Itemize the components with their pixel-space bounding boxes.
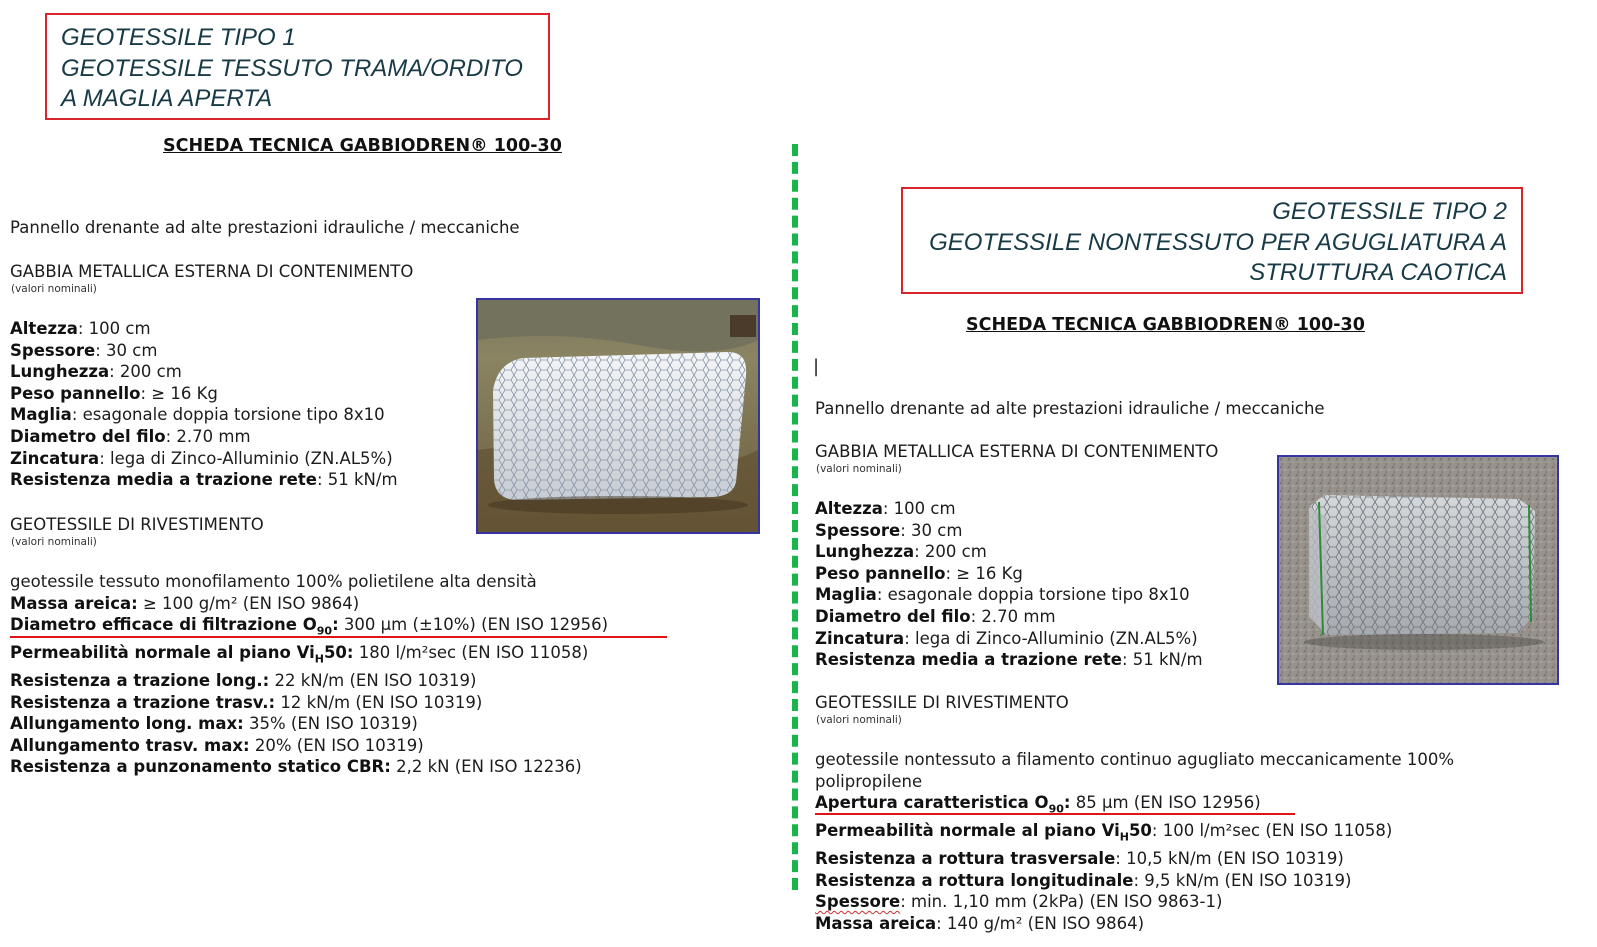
right-gabbia-note: (valori nominali) [816,463,902,475]
type-1-line-3: A MAGLIA APERTA [61,85,273,112]
type-2-line-1: GEOTESSILE TIPO 2 [1272,198,1507,225]
spec-row: Allungamento trasv. max: 20% (EN ISO 10319) [10,735,424,755]
spec-row: Lunghezza: 200 cm [815,542,987,562]
left-geo-note: (valori nominali) [11,536,97,548]
right-intro: Pannello drenante ad alte prestazioni idrauliche / meccaniche [815,399,1325,418]
section-divider [792,144,798,890]
spec-label: Peso pannello [10,383,141,403]
spec-label: Diametro del filo [10,426,166,446]
left-product-photo [476,298,760,534]
spec-row [10,383,398,405]
left-intro: Pannello drenante ad alte prestazioni idrauliche / meccaniche [10,218,520,237]
spec-row: Altezza: 100 cm [815,499,956,518]
left-geo-specs [10,571,608,778]
geo-description: geotessile tessuto monofilamento 100% polietilene alta densità [10,572,537,591]
spec-label: Spessore [10,340,96,360]
type-2-line-2: GEOTESSILE NONTESSUTO PER AGUGLIATURA A [929,228,1507,256]
right-highlight-underline [815,813,1295,815]
spec-value: : 100 cm [77,319,151,338]
spec-value: : 51 kN/m [316,470,398,490]
type-1-line-1: GEOTESSILE TIPO 1 [61,24,296,51]
spec-row: Spessore: 30 cm [815,520,963,540]
spec-row: Massa areica: ≥ 100 g/m² (EN ISO 9864) [10,593,360,613]
spec-row: Massa areica: 140 g/m² (EN ISO 9864) [815,913,1145,933]
spec-row: Permeabilità normale al piano $Vi_H50$: 100 l/m²sec (EN ISO 11058) [815,821,1393,844]
spec-row: Maglia: esagonale doppia torsione tipo 8x10 [815,585,1190,605]
spec-label: Maglia [10,405,72,425]
spec-value: : 2.70 mm [165,426,251,446]
spec-label: Resistenza media a trazione rete [10,470,317,490]
spec-row [10,426,398,448]
right-sheet-title: SCHEDA TECNICA GABBIODREN® 100-30 [966,315,1365,335]
spec-row: Resistenza media a trazione rete: 51 kN/m [815,650,1203,670]
right-geo-note: (valori nominali) [816,714,902,726]
spec-row [10,469,398,491]
gabbion-gravel-image [1279,457,1557,683]
spec-label: Altezza [10,319,78,338]
spec-row: Allungamento long. max: 35% (EN ISO 10319) [10,714,418,734]
spec-row [10,404,398,426]
spec-row [10,318,398,340]
left-highlight-underline [10,636,667,638]
right-gabbia-specs [815,498,1203,671]
spec-value: : 30 cm [95,340,158,360]
right-geo-heading: GEOTESSILE DI RIVESTIMENTO [815,693,1069,712]
left-gabbia-note: (valori nominali) [11,283,97,295]
spec-row: Resistenza a rottura trasversale: 10,5 kN/m (EN ISO 10319) [815,848,1344,868]
spec-row [10,448,398,470]
gabbion-grass-image [478,300,758,532]
spec-value: : 200 cm [109,362,182,382]
spec-row: Resistenza a rottura longitudinale: 9,5 kN/m (EN ISO 10319) [815,870,1352,890]
spec-row: Spessore: min. 1,10 mm (2kPa) (EN ISO 9863-1) [815,892,1223,912]
right-geo-specs [815,749,1454,934]
spec-row: Zincatura: lega di Zinco-Alluminio (ZN.AL5%) [815,628,1198,648]
spec-value: : esagonale doppia torsione tipo 8x10 [71,405,385,425]
spec-row: Resistenza a trazione trasv.: 12 kN/m (EN ISO 10319) [10,692,483,712]
left-geo-heading: GEOTESSILE DI RIVESTIMENTO [10,515,264,534]
spec-row: Peso pannello: ≥ 16 Kg [815,563,1023,583]
spec-row-highlighted: Diametro efficace di filtrazione $O_{90}$: 300 µm (±10%) (EN ISO 12956) [10,615,609,638]
spec-label: Zincatura [10,448,100,468]
spec-value: : lega di Zinco-Alluminio (ZN.AL5%) [99,448,393,468]
text-cursor: | [813,356,820,377]
spec-row: Permeabilità normale al piano $Vi_H50$: 180 l/m²sec (EN ISO 11058) [10,643,589,666]
spec-row: Resistenza a punzonamento statico CBR: 2,2 kN (EN ISO 12236) [10,757,582,777]
type-2-label-box [901,187,1523,294]
geo-description-line-2: polipropilene [815,771,923,791]
geo-description-line-1: geotessile nontessuto a filamento continuo agugliato meccanicamente 100% [815,750,1455,769]
type-1-line-2: GEOTESSILE TESSUTO TRAMA/ORDITO [61,54,523,82]
spec-row: Resistenza a trazione long.: 22 kN/m (EN ISO 10319) [10,670,477,690]
spec-value: : ≥ 16 Kg [140,383,218,403]
spec-row [10,361,398,383]
left-gabbia-specs [10,318,398,491]
spec-label: Lunghezza [10,362,110,382]
left-sheet-title: SCHEDA TECNICA GABBIODREN® 100-30 [163,136,562,156]
right-gabbia-heading: GABBIA METALLICA ESTERNA DI CONTENIMENTO [815,442,1219,461]
spec-row-highlighted: Apertura caratteristica $O_{90}$: 85 µm (EN ISO 12956) [815,793,1261,816]
spec-row [10,340,398,362]
spec-row: Diametro del filo: 2.70 mm [815,606,1056,626]
type-1-label-box [45,13,550,120]
type-2-line-3: STRUTTURA CAOTICA [1249,259,1507,286]
left-gabbia-heading: GABBIA METALLICA ESTERNA DI CONTENIMENTO [10,262,414,281]
right-product-photo [1277,455,1559,685]
